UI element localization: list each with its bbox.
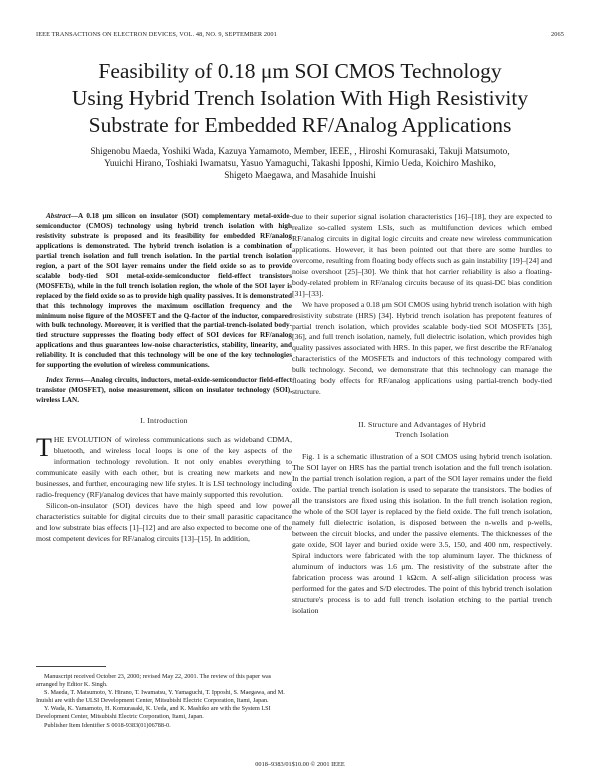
author-list: [40, 146, 560, 183]
title-line: Substrate for Embedded RF/Analog Applications: [88, 113, 512, 137]
section-heading-structure: [292, 420, 552, 440]
abstract-text: A 0.18 μm silicon on insulator (SOI) complementary metal-oxide-semiconductor (CMOS) technology using hybrid trench isolation with high resistivity substrate is proposed and its feasibility for embedded RF/analog applications is demonstrated. The hybrid trench isolation is a combination of partial trench isolation and full trench isolation. In the partial trench isolation region, a part of the SOI layer remains under the field oxide so as to provide scalable body-tied SOI metal-oxide-semiconductor field-effect transistors (MOSFETs), while in the full trench isolation region, the whole of the SOI layer is replaced by the field oxide so as to provide high quality passives. It is demonstrated that this technology improves the maximum oscillation frequency and the minimum noise figure of the MOSFET and the Q-factor of the inductor, compared with bulk technology. Moreover, it is verified that the partial-trench-isolated body-tied structure suppresses the floating body effect of SOI devices for RF/analog applications and thus guarantees low-noise characteristics, stability, linearity, and reliability. It is concluded that this technology will be one of the key technologies for supporting the evolution of wireless communications.: [36, 212, 292, 370]
title-line: Using Hybrid Trench Isolation With High Resistivity: [71, 86, 529, 110]
footnote-rule: [36, 666, 106, 667]
footnote: S. Maeda, T. Matsumoto, Y. Hirano, T. Iwamatsu, Y. Yamaguchi, T. Ipposhi, S. Maegawa, and M. Inuishi are with the ULSI Development Center, Mitsubishi Electric Corporation, Itami, Japan.: [36, 689, 285, 705]
footnote: Manuscript received October 23, 2000; revised May 22, 2001. The review of this paper was arranged by Editor K. Singh.: [36, 673, 272, 689]
structure-paragraph-1: Fig. 1 is a schematic illustration of a SOI CMOS using hybrid trench isolation. The SOI layer on HRS has the partial trench isolation and the full trench isolation. In the partial trench isolation region, a part of the SOI layer remains under the field oxide. The partial trench isolation is used to separate the transistors. The bodies of all the transistors are fixed using this isolation. In the full trench isolation region, the whole of the SOI layer is replaced by the field oxide. The full trench isolation, namely full dielectric isolation, is disposed between the n-wells and p-wells, between the circuit blocks, and under the passive elements. The thicknesses of the gate oxide, SOI layer and buried oxide were 3.5, 150, and 400 nm, respectively. Spiral inductors were fabricated with the top aluminum layer. The thickness of aluminum of inductors was 1.6 μm. The resistivity of the substrate after the fabrication process was around 1 kΩcm. A self-align silicidation process was performed for the gates and S/D electrodes. The point of this hybrid trench isolation structure's process is to add full trench isolation etching to the partial trench isolation: [292, 452, 552, 615]
footnotes: [36, 673, 292, 730]
intro-paragraph-2: Silicon-on-insulator (SOI) devices have the high speed and low power characteristics suitable for digital circuits due to their small parasitic capacitance and low substrate bias effects [1]–[12] and are also expected to become one of the most competent devices for RF/analog circuits [13]–[15]. In addition,: [36, 500, 292, 543]
paper-title: [20, 58, 580, 139]
index-terms-text: Analog circuits, inductors, metal-oxide-semiconductor field-effect transistor (MOSFET), noise measurement, silicon on insulator technology (SOI), wireless LAN.: [36, 376, 292, 405]
abstract: [36, 212, 292, 371]
copyright-footer: 0018–9383/01$10.00 © 2001 IEEE: [255, 761, 345, 768]
author-line: Shigeto Maegawa, and Masahide Inuishi: [224, 171, 376, 182]
intro-paragraph-1-text: HE EVOLUTION of wireless communications such as wideband CDMA, bluetooth, and wireless local loops is one of the key aspects of the information technology revolution. It not only enables everything to communicate easily with each other, but is creating new markets and new businesses, and further, encouraging new life styles. It is LSI technology including radio-frequency (RF)/analog devices that have mainly supported this revolution.: [36, 435, 292, 499]
footnote: Publisher Item Identifier S 0018-9383(01)06788-0.: [44, 721, 171, 729]
page-number: 2065: [551, 31, 564, 38]
index-terms-label: Index Terms—: [46, 376, 91, 385]
drop-cap: T: [36, 433, 52, 463]
running-header: IEEE TRANSACTIONS ON ELECTRON DEVICES, VOL. 48, NO. 9, SEPTEMBER 2001: [36, 31, 277, 38]
intro-paragraph-4: We have proposed a 0.18 μm SOI CMOS using hybrid trench isolation with high resistivity substrate (HRS) [34]. Hybrid trench isolation has prepotent features of partial trench isolation, which provides scalable body-tied SOI MOSFETs [35], [36], and full trench isolation, namely, full dielectric isolation, which provides high quality passives associated with HRS. In this paper, we first describe the RF/analog characteristics of the MOSFETs and inductors of this technology compared with bulk technology. Second, we demonstrate that this technology can manage the floating body effects for RF/analog applications using partial-trench body-tied structure.: [292, 299, 552, 397]
section-heading-line: Trench Isolation: [395, 430, 449, 440]
index-terms: [36, 376, 292, 406]
author-line: Yuuichi Hirano, Toshiaki Iwamatsu, Yasuo Yamaguchi, Takashi Ipposhi, Kimio Ueda, Koichiro Mashiko,: [104, 159, 496, 170]
title-line: Feasibility of 0.18 μm SOI CMOS Technology: [98, 59, 502, 83]
abstract-label: Abstract—: [46, 212, 78, 220]
footnote: Y. Wada, K. Yamamoto, H. Komurasaki, K. Ueda, and K. Mashiko are with the System LSI Development Center, Mitsubishi Electric Corporation, Itami, Japan.: [36, 705, 271, 721]
author-line: Shigenobu Maeda, Yoshiki Wada, Kazuya Yamamoto, Member, IEEE, , Hiroshi Komurasaki, Takuji Matsumoto,: [90, 147, 510, 157]
section-heading-line: II. Structure and Advantages of Hybrid: [358, 420, 486, 430]
section-heading-introduction: I. Introduction: [140, 416, 188, 426]
intro-paragraph-1: [36, 435, 292, 501]
left-column: [36, 212, 292, 545]
intro-paragraph-3: due to their superior signal isolation characteristics [16]–[18], they are expected to realize so-called system LSIs, such as multifunction devices which embed RF/analog circuits in digital logic circuits and create new wireless communication applications. However, it has been pointed out that there are some hurdles to overcome, resulting from floating body effects such as gain instability [19]–[24] and noise overshoot [25]–[30]. We think that hot carrier reliability is also a floating-body-related problem in RF/analog circuits because of its quasi-DC bias condition [31]–[33].: [292, 212, 552, 298]
right-column: [292, 212, 552, 617]
